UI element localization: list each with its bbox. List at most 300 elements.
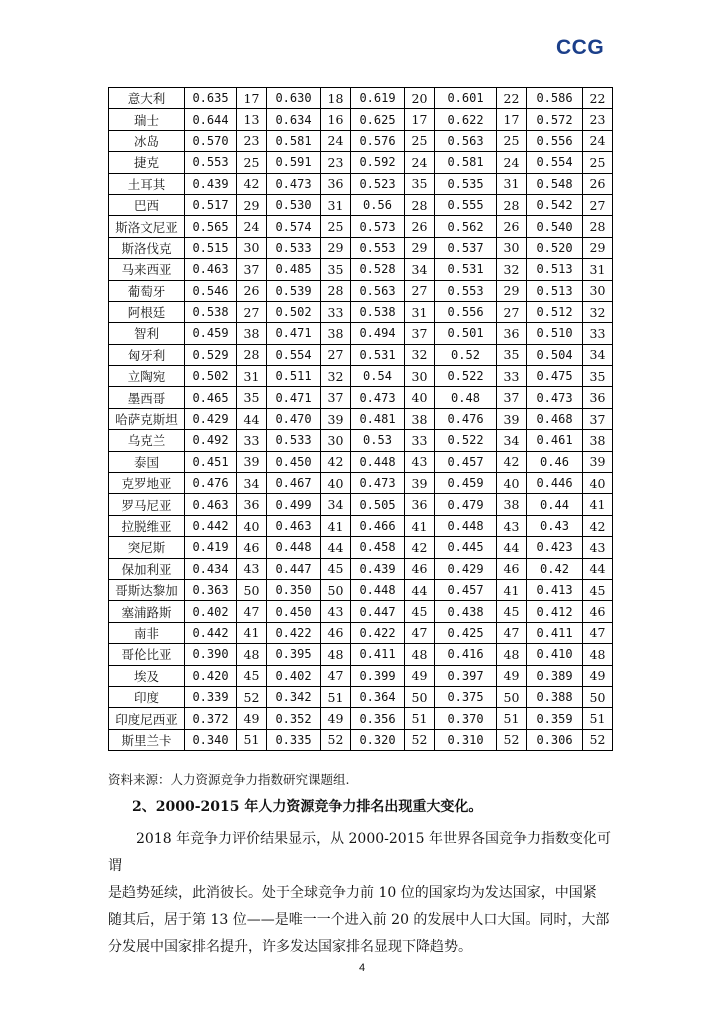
index-value-cell: 0.476 xyxy=(185,473,237,494)
index-value-cell: 0.485 xyxy=(267,259,321,280)
index-value-cell: 0.352 xyxy=(267,708,321,729)
rank-cell: 46 xyxy=(237,537,267,558)
index-value-cell: 0.471 xyxy=(267,387,321,408)
index-value-cell: 0.479 xyxy=(435,494,497,515)
table-row xyxy=(109,387,613,408)
rank-cell: 25 xyxy=(497,130,527,151)
rank-cell: 47 xyxy=(405,622,435,643)
rank-cell: 30 xyxy=(321,430,351,451)
rank-cell: 50 xyxy=(583,686,613,707)
rank-cell: 24 xyxy=(405,152,435,173)
rank-cell: 40 xyxy=(321,473,351,494)
index-value-cell: 0.510 xyxy=(527,323,583,344)
table-row xyxy=(109,473,613,494)
rank-cell: 50 xyxy=(405,686,435,707)
index-value-cell: 0.461 xyxy=(527,430,583,451)
rank-cell: 28 xyxy=(237,344,267,365)
index-value-cell: 0.335 xyxy=(267,729,321,750)
rank-cell: 52 xyxy=(405,729,435,750)
index-value-cell: 0.412 xyxy=(527,601,583,622)
rank-cell: 35 xyxy=(405,173,435,194)
table-row xyxy=(109,451,613,472)
rank-cell: 39 xyxy=(583,451,613,472)
index-value-cell: 0.531 xyxy=(351,344,405,365)
rank-cell: 22 xyxy=(497,88,527,109)
country-cell: 拉脱维亚 xyxy=(109,515,185,536)
index-value-cell: 0.370 xyxy=(435,708,497,729)
rank-cell: 25 xyxy=(321,216,351,237)
index-value-cell: 0.388 xyxy=(527,686,583,707)
table-row xyxy=(109,622,613,643)
index-value-cell: 0.644 xyxy=(185,109,237,130)
index-value-cell: 0.306 xyxy=(527,729,583,750)
index-value-cell: 0.554 xyxy=(267,344,321,365)
index-value-cell: 0.402 xyxy=(267,665,321,686)
country-cell: 哈萨克斯坦 xyxy=(109,408,185,429)
rank-cell: 35 xyxy=(321,259,351,280)
country-cell: 乌克兰 xyxy=(109,430,185,451)
rank-cell: 31 xyxy=(497,173,527,194)
index-value-cell: 0.439 xyxy=(351,558,405,579)
rank-cell: 28 xyxy=(583,216,613,237)
rank-cell: 37 xyxy=(583,408,613,429)
rank-cell: 49 xyxy=(583,665,613,686)
index-value-cell: 0.473 xyxy=(351,387,405,408)
rank-cell: 50 xyxy=(237,579,267,600)
rank-cell: 27 xyxy=(237,301,267,322)
index-value-cell: 0.574 xyxy=(267,216,321,237)
rank-cell: 41 xyxy=(321,515,351,536)
rank-cell: 52 xyxy=(237,686,267,707)
index-value-cell: 0.539 xyxy=(267,280,321,301)
rank-cell: 49 xyxy=(321,708,351,729)
rank-cell: 46 xyxy=(497,558,527,579)
index-value-cell: 0.356 xyxy=(351,708,405,729)
rank-cell: 32 xyxy=(321,366,351,387)
rank-cell: 41 xyxy=(583,494,613,515)
rank-cell: 44 xyxy=(237,408,267,429)
rank-cell: 51 xyxy=(321,686,351,707)
rank-cell: 30 xyxy=(405,366,435,387)
rank-cell: 37 xyxy=(405,323,435,344)
rank-cell: 36 xyxy=(583,387,613,408)
index-value-cell: 0.459 xyxy=(185,323,237,344)
index-value-cell: 0.442 xyxy=(185,515,237,536)
table-row xyxy=(109,665,613,686)
rank-cell: 46 xyxy=(405,558,435,579)
index-value-cell: 0.465 xyxy=(185,387,237,408)
rank-cell: 42 xyxy=(497,451,527,472)
index-value-cell: 0.320 xyxy=(351,729,405,750)
rank-cell: 13 xyxy=(237,109,267,130)
index-value-cell: 0.553 xyxy=(435,280,497,301)
index-value-cell: 0.425 xyxy=(435,622,497,643)
table-row xyxy=(109,494,613,515)
rank-cell: 48 xyxy=(583,644,613,665)
rank-cell: 26 xyxy=(237,280,267,301)
index-value-cell: 0.523 xyxy=(351,173,405,194)
index-value-cell: 0.466 xyxy=(351,515,405,536)
index-value-cell: 0.446 xyxy=(527,473,583,494)
rank-cell: 24 xyxy=(497,152,527,173)
section-heading: 2、2000-2015 年人力资源竞争力排名出现重大变化。 xyxy=(132,799,483,815)
rank-cell: 34 xyxy=(237,473,267,494)
rank-cell: 36 xyxy=(497,323,527,344)
rank-cell: 42 xyxy=(405,537,435,558)
rank-cell: 45 xyxy=(237,665,267,686)
rank-cell: 16 xyxy=(321,109,351,130)
index-value-cell: 0.463 xyxy=(267,515,321,536)
rank-cell: 23 xyxy=(583,109,613,130)
rank-cell: 27 xyxy=(583,194,613,215)
table-row xyxy=(109,88,613,109)
table-row xyxy=(109,301,613,322)
rank-cell: 27 xyxy=(497,301,527,322)
country-cell: 巴西 xyxy=(109,194,185,215)
rank-cell: 44 xyxy=(497,537,527,558)
index-value-cell: 0.573 xyxy=(351,216,405,237)
rank-cell: 22 xyxy=(583,88,613,109)
country-cell: 印度尼西亚 xyxy=(109,708,185,729)
rank-cell: 49 xyxy=(405,665,435,686)
index-value-cell: 0.439 xyxy=(185,173,237,194)
index-value-cell: 0.340 xyxy=(185,729,237,750)
rank-cell: 40 xyxy=(237,515,267,536)
rank-cell: 50 xyxy=(497,686,527,707)
index-value-cell: 0.592 xyxy=(351,152,405,173)
index-value-cell: 0.501 xyxy=(435,323,497,344)
rank-cell: 25 xyxy=(405,130,435,151)
index-value-cell: 0.553 xyxy=(351,237,405,258)
index-value-cell: 0.422 xyxy=(351,622,405,643)
rank-cell: 41 xyxy=(237,622,267,643)
rank-cell: 51 xyxy=(405,708,435,729)
index-value-cell: 0.475 xyxy=(527,366,583,387)
table-row xyxy=(109,515,613,536)
index-value-cell: 0.423 xyxy=(527,537,583,558)
index-value-cell: 0.447 xyxy=(267,558,321,579)
rank-cell: 38 xyxy=(405,408,435,429)
index-value-cell: 0.429 xyxy=(185,408,237,429)
index-value-cell: 0.402 xyxy=(185,601,237,622)
rank-cell: 39 xyxy=(405,473,435,494)
index-value-cell: 0.542 xyxy=(527,194,583,215)
index-value-cell: 0.553 xyxy=(185,152,237,173)
rank-cell: 40 xyxy=(405,387,435,408)
index-value-cell: 0.625 xyxy=(351,109,405,130)
index-value-cell: 0.422 xyxy=(267,622,321,643)
country-cell: 马来西亚 xyxy=(109,259,185,280)
index-value-cell: 0.457 xyxy=(435,451,497,472)
index-value-cell: 0.601 xyxy=(435,88,497,109)
rank-cell: 43 xyxy=(237,558,267,579)
rank-cell: 35 xyxy=(497,344,527,365)
country-cell: 突尼斯 xyxy=(109,537,185,558)
index-value-cell: 0.520 xyxy=(527,237,583,258)
index-value-cell: 0.533 xyxy=(267,430,321,451)
index-value-cell: 0.581 xyxy=(267,130,321,151)
index-value-cell: 0.342 xyxy=(267,686,321,707)
rank-cell: 17 xyxy=(405,109,435,130)
rank-cell: 34 xyxy=(497,430,527,451)
country-cell: 保加利亚 xyxy=(109,558,185,579)
index-value-cell: 0.554 xyxy=(527,152,583,173)
index-value-cell: 0.576 xyxy=(351,130,405,151)
index-value-cell: 0.540 xyxy=(527,216,583,237)
rank-cell: 34 xyxy=(321,494,351,515)
rank-cell: 29 xyxy=(405,237,435,258)
rank-cell: 27 xyxy=(405,280,435,301)
country-cell: 瑞士 xyxy=(109,109,185,130)
table-row xyxy=(109,430,613,451)
index-value-cell: 0.535 xyxy=(435,173,497,194)
rank-cell: 23 xyxy=(321,152,351,173)
rank-cell: 18 xyxy=(321,88,351,109)
index-value-cell: 0.476 xyxy=(435,408,497,429)
index-value-cell: 0.538 xyxy=(351,301,405,322)
table-row xyxy=(109,280,613,301)
index-value-cell: 0.363 xyxy=(185,579,237,600)
rank-cell: 45 xyxy=(405,601,435,622)
rank-cell: 48 xyxy=(405,644,435,665)
rank-cell: 42 xyxy=(237,173,267,194)
index-value-cell: 0.591 xyxy=(267,152,321,173)
index-value-cell: 0.389 xyxy=(527,665,583,686)
index-value-cell: 0.572 xyxy=(527,109,583,130)
competitiveness-table xyxy=(108,87,613,751)
index-value-cell: 0.372 xyxy=(185,708,237,729)
rank-cell: 33 xyxy=(583,323,613,344)
index-value-cell: 0.375 xyxy=(435,686,497,707)
rank-cell: 32 xyxy=(583,301,613,322)
rank-cell: 42 xyxy=(583,515,613,536)
source-note: 资料来源：人力资源竞争力指数研究课题组. xyxy=(108,772,350,787)
index-value-cell: 0.563 xyxy=(351,280,405,301)
index-value-cell: 0.416 xyxy=(435,644,497,665)
country-cell: 阿根廷 xyxy=(109,301,185,322)
rank-cell: 43 xyxy=(583,537,613,558)
index-value-cell: 0.635 xyxy=(185,88,237,109)
index-value-cell: 0.619 xyxy=(351,88,405,109)
index-value-cell: 0.473 xyxy=(267,173,321,194)
index-value-cell: 0.473 xyxy=(351,473,405,494)
index-value-cell: 0.48 xyxy=(435,387,497,408)
rank-cell: 37 xyxy=(497,387,527,408)
rank-cell: 36 xyxy=(321,173,351,194)
rank-cell: 31 xyxy=(237,366,267,387)
index-value-cell: 0.530 xyxy=(267,194,321,215)
rank-cell: 42 xyxy=(321,451,351,472)
rank-cell: 24 xyxy=(583,130,613,151)
rank-cell: 39 xyxy=(237,451,267,472)
index-value-cell: 0.399 xyxy=(351,665,405,686)
index-value-cell: 0.522 xyxy=(435,430,497,451)
country-cell: 智利 xyxy=(109,323,185,344)
country-cell: 捷克 xyxy=(109,152,185,173)
index-value-cell: 0.581 xyxy=(435,152,497,173)
index-value-cell: 0.634 xyxy=(267,109,321,130)
country-cell: 哥伦比亚 xyxy=(109,644,185,665)
index-value-cell: 0.529 xyxy=(185,344,237,365)
rank-cell: 40 xyxy=(583,473,613,494)
index-value-cell: 0.546 xyxy=(185,280,237,301)
table-row xyxy=(109,537,613,558)
country-cell: 印度 xyxy=(109,686,185,707)
rank-cell: 44 xyxy=(321,537,351,558)
rank-cell: 51 xyxy=(583,708,613,729)
index-value-cell: 0.622 xyxy=(435,109,497,130)
country-cell: 埃及 xyxy=(109,665,185,686)
index-value-cell: 0.451 xyxy=(185,451,237,472)
index-value-cell: 0.420 xyxy=(185,665,237,686)
table-row xyxy=(109,579,613,600)
index-value-cell: 0.419 xyxy=(185,537,237,558)
rank-cell: 29 xyxy=(497,280,527,301)
country-cell: 塞浦路斯 xyxy=(109,601,185,622)
rank-cell: 17 xyxy=(497,109,527,130)
country-cell: 斯里兰卡 xyxy=(109,729,185,750)
rank-cell: 35 xyxy=(583,366,613,387)
index-value-cell: 0.502 xyxy=(185,366,237,387)
country-cell: 墨西哥 xyxy=(109,387,185,408)
rank-cell: 45 xyxy=(321,558,351,579)
index-value-cell: 0.522 xyxy=(435,366,497,387)
rank-cell: 36 xyxy=(237,494,267,515)
rank-cell: 43 xyxy=(405,451,435,472)
rank-cell: 52 xyxy=(583,729,613,750)
index-value-cell: 0.531 xyxy=(435,259,497,280)
index-value-cell: 0.533 xyxy=(267,237,321,258)
index-value-cell: 0.339 xyxy=(185,686,237,707)
paragraph-line: 2018 年竞争力评价结果显示，从 2000-2015 年世界各国竞争力指数变化可谓 xyxy=(108,831,611,874)
rank-cell: 25 xyxy=(237,152,267,173)
index-value-cell: 0.364 xyxy=(351,686,405,707)
rank-cell: 41 xyxy=(405,515,435,536)
rank-cell: 38 xyxy=(237,323,267,344)
index-value-cell: 0.502 xyxy=(267,301,321,322)
index-value-cell: 0.42 xyxy=(527,558,583,579)
index-value-cell: 0.56 xyxy=(351,194,405,215)
rank-cell: 38 xyxy=(583,430,613,451)
index-value-cell: 0.448 xyxy=(435,515,497,536)
index-value-cell: 0.556 xyxy=(527,130,583,151)
rank-cell: 45 xyxy=(497,601,527,622)
rank-cell: 32 xyxy=(497,259,527,280)
index-value-cell: 0.434 xyxy=(185,558,237,579)
table-row xyxy=(109,644,613,665)
index-value-cell: 0.46 xyxy=(527,451,583,472)
rank-cell: 34 xyxy=(405,259,435,280)
index-value-cell: 0.448 xyxy=(351,451,405,472)
index-value-cell: 0.538 xyxy=(185,301,237,322)
table-row xyxy=(109,686,613,707)
rank-cell: 37 xyxy=(237,259,267,280)
rank-cell: 38 xyxy=(497,494,527,515)
rank-cell: 47 xyxy=(497,622,527,643)
index-value-cell: 0.429 xyxy=(435,558,497,579)
country-cell: 匈牙利 xyxy=(109,344,185,365)
country-cell: 立陶宛 xyxy=(109,366,185,387)
index-value-cell: 0.43 xyxy=(527,515,583,536)
rank-cell: 43 xyxy=(497,515,527,536)
index-value-cell: 0.445 xyxy=(435,537,497,558)
table-row xyxy=(109,109,613,130)
index-value-cell: 0.555 xyxy=(435,194,497,215)
index-value-cell: 0.513 xyxy=(527,259,583,280)
country-cell: 哥斯达黎加 xyxy=(109,579,185,600)
country-cell: 南非 xyxy=(109,622,185,643)
index-value-cell: 0.548 xyxy=(527,173,583,194)
rank-cell: 48 xyxy=(237,644,267,665)
rank-cell: 46 xyxy=(321,622,351,643)
rank-cell: 31 xyxy=(583,259,613,280)
body-paragraph xyxy=(108,826,616,961)
index-value-cell: 0.459 xyxy=(435,473,497,494)
index-value-cell: 0.512 xyxy=(527,301,583,322)
rank-cell: 41 xyxy=(497,579,527,600)
index-value-cell: 0.52 xyxy=(435,344,497,365)
rank-cell: 27 xyxy=(321,344,351,365)
page-number: 4 xyxy=(358,962,366,974)
index-value-cell: 0.448 xyxy=(351,579,405,600)
index-value-cell: 0.450 xyxy=(267,451,321,472)
index-value-cell: 0.450 xyxy=(267,601,321,622)
country-cell: 克罗地亚 xyxy=(109,473,185,494)
rank-cell: 52 xyxy=(321,729,351,750)
index-value-cell: 0.494 xyxy=(351,323,405,344)
rank-cell: 43 xyxy=(321,601,351,622)
country-cell: 葡萄牙 xyxy=(109,280,185,301)
index-value-cell: 0.411 xyxy=(527,622,583,643)
rank-cell: 44 xyxy=(405,579,435,600)
rank-cell: 29 xyxy=(321,237,351,258)
index-value-cell: 0.448 xyxy=(267,537,321,558)
rank-cell: 40 xyxy=(497,473,527,494)
country-cell: 斯洛伐克 xyxy=(109,237,185,258)
index-value-cell: 0.499 xyxy=(267,494,321,515)
rank-cell: 30 xyxy=(237,237,267,258)
rank-cell: 26 xyxy=(583,173,613,194)
index-value-cell: 0.350 xyxy=(267,579,321,600)
rank-cell: 47 xyxy=(321,665,351,686)
country-cell: 罗马尼亚 xyxy=(109,494,185,515)
rank-cell: 34 xyxy=(583,344,613,365)
rank-cell: 30 xyxy=(583,280,613,301)
rank-cell: 28 xyxy=(497,194,527,215)
rank-cell: 48 xyxy=(497,644,527,665)
table-row xyxy=(109,194,613,215)
rank-cell: 24 xyxy=(237,216,267,237)
index-value-cell: 0.438 xyxy=(435,601,497,622)
table-row xyxy=(109,259,613,280)
rank-cell: 49 xyxy=(237,708,267,729)
index-value-cell: 0.470 xyxy=(267,408,321,429)
rank-cell: 26 xyxy=(497,216,527,237)
index-value-cell: 0.570 xyxy=(185,130,237,151)
table-row xyxy=(109,344,613,365)
rank-cell: 33 xyxy=(237,430,267,451)
index-value-cell: 0.511 xyxy=(267,366,321,387)
rank-cell: 30 xyxy=(497,237,527,258)
index-value-cell: 0.517 xyxy=(185,194,237,215)
rank-cell: 44 xyxy=(583,558,613,579)
index-value-cell: 0.53 xyxy=(351,430,405,451)
country-cell: 土耳其 xyxy=(109,173,185,194)
index-value-cell: 0.447 xyxy=(351,601,405,622)
rank-cell: 17 xyxy=(237,88,267,109)
table-row xyxy=(109,152,613,173)
index-value-cell: 0.505 xyxy=(351,494,405,515)
